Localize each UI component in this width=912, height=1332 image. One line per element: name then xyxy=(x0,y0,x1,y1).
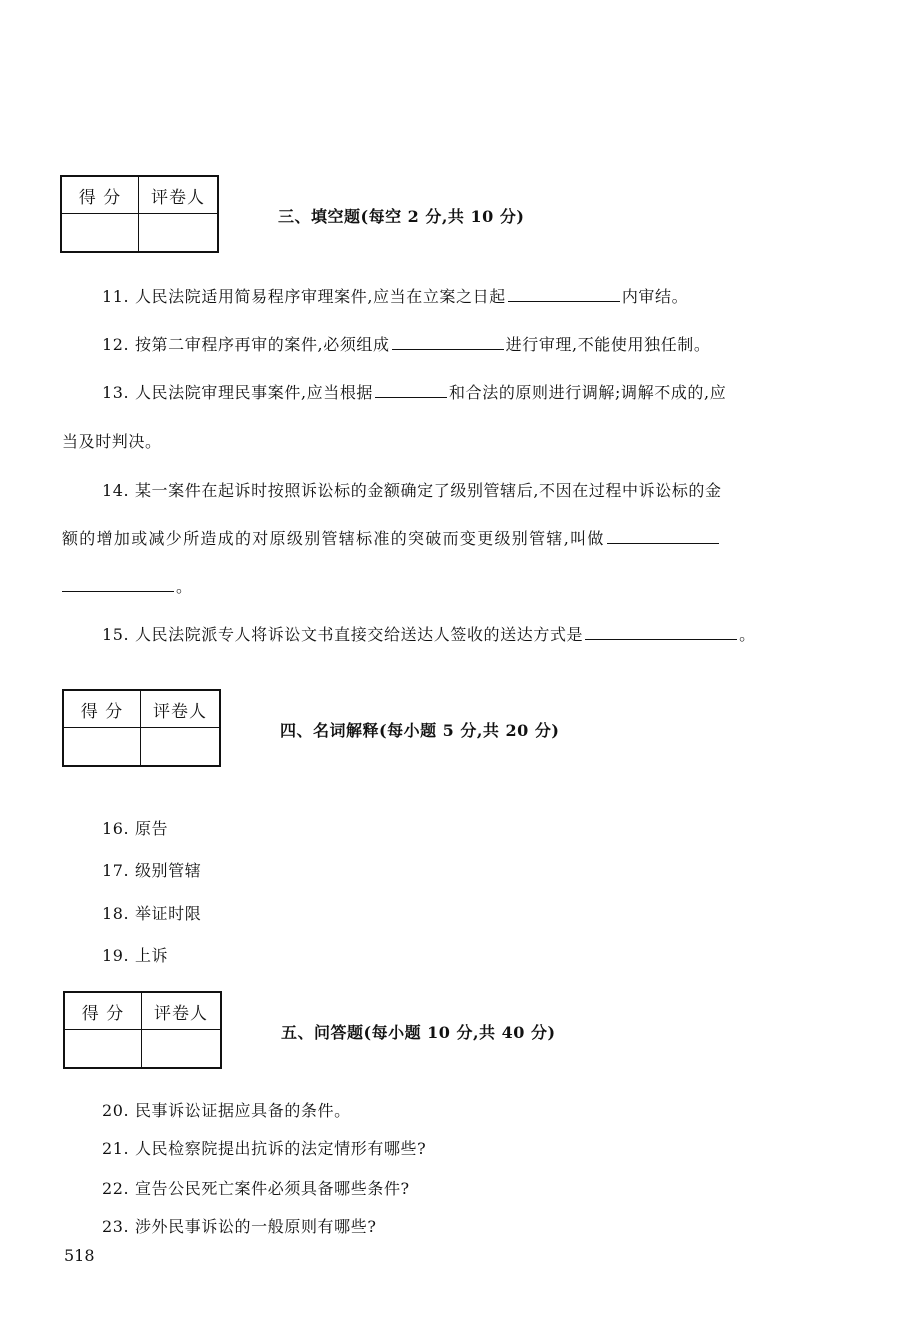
question-22 xyxy=(102,1176,410,1199)
question-text: 人民法院审理民事案件,应当根据 xyxy=(134,383,374,402)
question-number: 11. xyxy=(102,287,130,306)
question-text: 人民法院派专人将诉讼文书直接交给送达人签收的送达方式是 xyxy=(134,625,584,644)
question-number: 14. xyxy=(102,481,130,500)
question-text: 涉外民事诉讼的一般原则有哪些? xyxy=(134,1217,377,1236)
question-text-after: 内审结。 xyxy=(621,287,689,306)
grader-cell[interactable] xyxy=(141,728,221,767)
question-21 xyxy=(102,1136,426,1159)
question-text: 某一案件在起诉时按照诉讼标的金额确定了级别管辖后,不因在过程中诉讼标的金 xyxy=(134,481,722,500)
score-table-section-4 xyxy=(62,689,221,767)
score-cell[interactable] xyxy=(64,1030,142,1069)
page-number: 518 xyxy=(64,1246,95,1265)
question-number: 23. xyxy=(102,1217,130,1236)
question-14-line-2 xyxy=(62,526,721,549)
score-table-section-5 xyxy=(63,991,222,1069)
question-number: 13. xyxy=(102,383,130,402)
question-15 xyxy=(102,622,756,645)
question-20 xyxy=(102,1098,351,1121)
question-number: 20. xyxy=(102,1101,130,1120)
score-header: 得 分 xyxy=(63,690,141,728)
question-number: 15. xyxy=(102,625,130,644)
question-13 xyxy=(102,380,726,403)
score-header: 得 分 xyxy=(61,176,139,214)
question-number: 12. xyxy=(102,335,130,354)
question-17 xyxy=(102,858,201,881)
question-14-line-3 xyxy=(62,574,193,597)
grader-cell[interactable] xyxy=(142,1030,222,1069)
question-12 xyxy=(102,332,711,355)
question-number: 21. xyxy=(102,1139,130,1158)
question-text: 按第二审程序再审的案件,必须组成 xyxy=(134,335,390,354)
answer-blank[interactable] xyxy=(375,383,447,398)
grader-header: 评卷人 xyxy=(142,992,222,1030)
question-13-continuation: 当及时判决。 xyxy=(62,432,162,451)
question-text-after: 进行审理,不能使用独任制。 xyxy=(505,335,711,354)
section-title-fill-in: 三、填空题(每空 2 分,共 10 分) xyxy=(278,207,525,226)
answer-blank[interactable] xyxy=(508,287,620,302)
question-text: 民事诉讼证据应具备的条件。 xyxy=(134,1101,351,1120)
question-text: 级别管辖 xyxy=(134,861,202,880)
answer-blank[interactable] xyxy=(607,529,719,544)
question-text-after: 和合法的原则进行调解;调解不成的,应 xyxy=(449,383,727,402)
question-number: 19. xyxy=(102,946,130,965)
grader-header: 评卷人 xyxy=(139,176,219,214)
question-text: 举证时限 xyxy=(134,904,202,923)
question-text: 宣告公民死亡案件必须具备哪些条件? xyxy=(134,1179,410,1198)
question-11 xyxy=(102,284,688,307)
grader-header: 评卷人 xyxy=(141,690,221,728)
section-title-term-explanation: 四、名词解释(每小题 5 分,共 20 分) xyxy=(280,721,560,740)
question-number: 17. xyxy=(102,861,130,880)
question-text: 人民法院适用简易程序审理案件,应当在立案之日起 xyxy=(134,287,506,306)
score-header: 得 分 xyxy=(64,992,142,1030)
grader-cell[interactable] xyxy=(139,214,219,253)
question-text: 额的增加或减少所造成的对原级别管辖标准的突破而变更级别管辖,叫做 xyxy=(62,529,605,548)
question-text: 上诉 xyxy=(134,946,169,965)
question-16 xyxy=(102,816,168,839)
answer-blank-continued[interactable] xyxy=(62,577,174,592)
section-title-short-answer: 五、问答题(每小题 10 分,共 40 分) xyxy=(281,1023,556,1042)
question-number: 22. xyxy=(102,1179,130,1198)
answer-blank[interactable] xyxy=(585,625,737,640)
score-cell[interactable] xyxy=(61,214,139,253)
score-cell[interactable] xyxy=(63,728,141,767)
question-19 xyxy=(102,943,168,966)
answer-blank[interactable] xyxy=(392,335,504,350)
question-text: 人民检察院提出抗诉的法定情形有哪些? xyxy=(134,1139,427,1158)
question-number: 18. xyxy=(102,904,130,923)
question-14 xyxy=(102,478,722,501)
question-number: 16. xyxy=(102,819,130,838)
question-text-after: 。 xyxy=(176,577,193,596)
question-text-after: 。 xyxy=(739,625,756,644)
score-table-section-3 xyxy=(60,175,219,253)
question-23 xyxy=(102,1214,377,1237)
question-text: 原告 xyxy=(134,819,169,838)
question-18 xyxy=(102,901,201,924)
